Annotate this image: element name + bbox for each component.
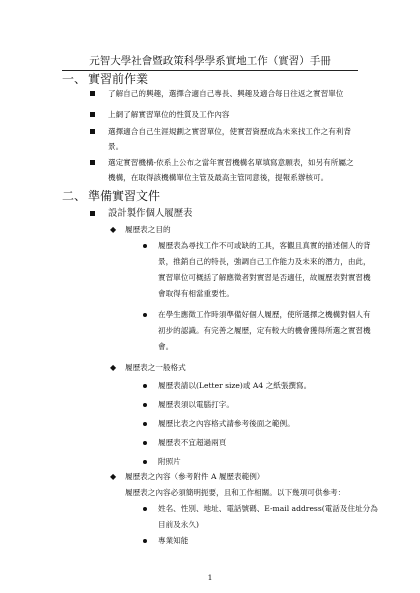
- section-2-subtitle: 設計製作個人履歷表: [108, 208, 193, 219]
- diamond-bullet-icon: ◆: [110, 363, 117, 372]
- round-bullet-icon: [143, 441, 147, 445]
- section-2-title: 準備實習文件: [88, 189, 161, 203]
- page-title: 元智大學社會暨政策科學學系實地工作（實習）手冊: [89, 55, 331, 67]
- square-bullet-icon: [90, 160, 95, 165]
- round-bullet-icon: [143, 422, 147, 426]
- square-bullet-icon: [90, 91, 95, 96]
- section-1-item-4-line-1: 選定實習機構-依系上公布之當年實習機構名單填寫意願表，如另有所屬之: [108, 158, 354, 167]
- format-title: 履歷表之一般格式: [125, 363, 186, 372]
- format-point-2: 履歷表須以電腦打字。: [158, 400, 234, 409]
- round-bullet-icon: [143, 507, 147, 511]
- purpose-point-1-line-2: 景，推銷自己的特長，強調自己工作能力及未來的潛力，由此，: [158, 257, 371, 266]
- round-bullet-icon: [143, 384, 147, 388]
- round-bullet-icon: [143, 539, 147, 543]
- section-1-number: 一、: [62, 72, 87, 86]
- purpose-point-1-line-4: 會取得有相當重要性。: [158, 289, 234, 298]
- content-point-2: 專業知能: [158, 536, 189, 545]
- square-bullet-icon: [90, 211, 95, 216]
- content-intro: 履歷表之內容必須簡明扼要，且和工作相關。以下幾項可供參考：: [125, 488, 346, 497]
- square-bullet-icon: [90, 112, 95, 117]
- format-point-3: 履歷比表之內容格式請參考後面之範例。: [158, 419, 295, 428]
- section-1-item-2: 上網了解實習單位的性質及工作內容: [108, 110, 230, 119]
- page-number: 1: [207, 573, 213, 582]
- content-point-1-line-1: 姓名、性別、地址、電話號碼、E-mail address(電話及住址分為: [158, 504, 378, 513]
- section-1-heading: [62, 71, 148, 87]
- section-1-item-4-line-2: 機構，在取得該機構單位主管及最高主管同意後，提報系辦核可。: [108, 173, 329, 182]
- format-point-5: 附照片: [158, 457, 181, 466]
- purpose-point-1-line-1: 履歷表為尋找工作不可或缺的工具，客觀且真實的描述個人的背: [158, 241, 371, 250]
- square-bullet-icon: [90, 129, 95, 134]
- format-point-1: 履歷表請以(Letter size)或 A4 之紙張撰寫。: [158, 381, 312, 390]
- round-bullet-icon: [143, 244, 147, 248]
- section-1-title: 實習前作業: [88, 72, 149, 86]
- purpose-point-2-line-3: 會。: [158, 342, 174, 351]
- round-bullet-icon: [143, 313, 147, 317]
- purpose-point-2-line-1: 在學生應徵工作時須準備好個人履歷，使所選擇之機構對個人有: [158, 310, 371, 319]
- diamond-bullet-icon: ◆: [110, 225, 117, 234]
- purpose-title: 履歷表之目的: [125, 225, 171, 234]
- section-1-item-1: 了解自己的興趣，選擇合適自己專長、興趣及適合每日往返之實習單位: [108, 89, 344, 98]
- section-1-item-3-line-2: 景。: [108, 142, 124, 151]
- round-bullet-icon: [143, 460, 147, 464]
- section-1-item-3-line-1: 選擇適合自己生涯規劃之實習單位，使實習資歷成為未來找工作之有利背: [108, 127, 351, 136]
- content-point-1-line-2: 目前及永久): [158, 520, 199, 529]
- diamond-bullet-icon: ◆: [110, 472, 117, 481]
- purpose-point-2-line-2: 初步的認識。有完善之履歷，定有較大的機會獲得所選之實習機: [158, 326, 371, 335]
- section-2-heading: [62, 188, 160, 204]
- purpose-point-1-line-3: 實習單位可概括了解應徵者對實習是否適任，故履歷表對實習機: [158, 273, 371, 282]
- section-2-number: 二、: [62, 189, 87, 203]
- format-point-4: 履歷表不宜超過兩頁: [158, 438, 227, 447]
- round-bullet-icon: [143, 403, 147, 407]
- content-title: 履歷表之內容（參考附件 A 履歷表範例）: [125, 472, 265, 481]
